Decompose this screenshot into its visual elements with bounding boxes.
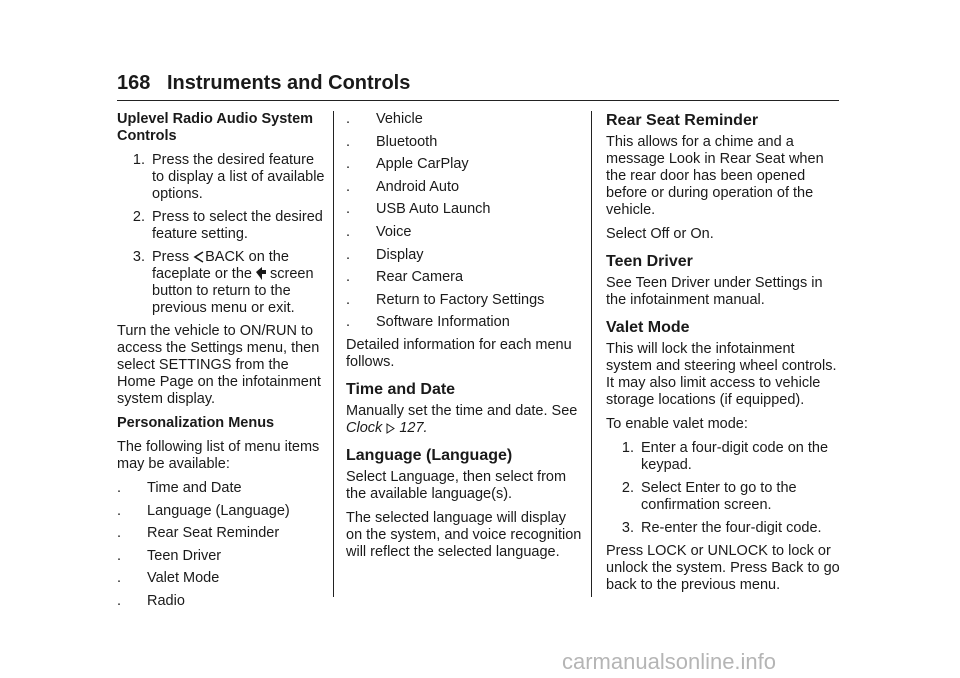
back-text: BACK on the [205,249,289,265]
faceplate-text: faceplate or the [152,266,252,282]
subheading: Personalization Menus [117,415,275,431]
bullet-point: . [117,525,122,542]
column-divider [591,111,592,597]
time-date-heading: Time and Date [346,380,456,398]
time-date-text [346,403,586,437]
list-item-label: Software Information [376,314,510,331]
list-item-label: Android Auto [376,178,460,195]
step-text: Select Enter to go to the confirmation screen. [641,480,797,513]
bullet-point: . [346,156,351,173]
column-divider [333,111,334,597]
step-text: Press the desired feature to display a list of available options. [152,152,325,202]
step-item [117,249,327,317]
step-item [117,152,327,203]
step-item [606,520,842,537]
list-item-label: Valet Mode [147,570,220,587]
column-2 [346,111,586,568]
rear-seat-text: This allows for a chime and a message Look in Rear Seat when the rear door has been opened before or during operation of the vehicle. [606,134,824,218]
bullet-point: . [117,570,122,587]
step-number: 2. [132,209,145,225]
list-item-label: USB Auto Launch [376,201,491,218]
step-item [117,209,327,243]
language-text-1: Select Language, then select from the available language(s). [346,468,567,502]
bullet-point: . [346,178,351,195]
list-item-label: Rear Camera [376,269,464,286]
column-1 [117,111,327,616]
screen-text: screen button to return to the previous menu or exit. [152,266,314,316]
list-item-label: Bluetooth [376,133,438,150]
list-item-label: Radio [147,592,185,609]
step-number: 1. [132,152,145,168]
time-date-desc: Manually set the time and date. See [346,402,578,419]
list-item-label: Time and Date [147,480,242,496]
list-item-label: Teen Driver [147,547,222,564]
bullet-point: . [117,547,122,564]
step-number: 3. [621,520,634,536]
list-item [117,480,327,497]
valet-text-3: Press LOCK or UNLOCK to lock or unlock the system. Press Back to go back to the previous menu. [606,543,840,593]
list-item [346,269,586,286]
teen-driver-heading: Teen Driver [606,253,693,270]
bullet-point: . [346,269,351,286]
list-item-label: Display [376,246,424,263]
clock-ref[interactable]: Clock 127. [346,419,428,436]
step-press-text: Press [152,249,190,265]
menu-items-list [117,480,327,610]
step-text: Enter a four-digit code on the keypad. [641,440,829,473]
step-item [606,480,842,514]
menu-items-list [346,111,586,331]
clock-ref-label: Clock [346,419,383,436]
section-heading: Uplevel Radio Audio System Controls [117,111,314,144]
rear-seat-heading: Rear Seat Reminder [606,112,759,129]
list-item [346,224,586,241]
bullet-point: . [117,502,122,519]
list-item [346,179,586,196]
bullet-point: . [346,133,351,150]
settings-paragraph: Turn the vehicle to ON/RUN to access the Settings menu, then select SETTINGS from the Home Page on the infotainment system display. [117,323,321,407]
list-item [117,525,327,542]
list-item-label: Vehicle [376,111,423,127]
step-item [606,440,842,474]
list-intro: The following list of menu items may be available: [117,439,320,472]
language-heading: Language (Language) [346,446,513,464]
bullet-point: . [346,111,351,127]
after-list-text: Detailed information for each menu follows. [346,336,572,370]
list-item-label: Voice [376,223,412,240]
bullet-point: . [117,592,122,609]
step-number: 2. [621,480,634,496]
valet-text-2: To enable valet mode: [606,416,748,432]
list-item-label: Return to Factory Settings [376,291,545,308]
page-header [117,72,839,101]
language-text-2: The selected language will display on the system, and voice recognition will reflect the selected language. [346,509,582,560]
list-item-label: Language (Language) [147,502,290,519]
step-text: Re-enter the four-digit code. [641,520,822,536]
list-item-label: Rear Seat Reminder [147,525,280,542]
step-number: 3. [132,249,145,265]
back-screen-icon [256,267,266,280]
list-item [346,201,586,218]
list-item [346,134,586,151]
bullet-point: . [346,291,351,308]
rear-seat-option: Select Off or On. [606,226,714,242]
section-title: Instruments and Controls [167,72,411,94]
bullet-point: . [117,480,122,496]
bullet-point: . [346,246,351,263]
list-item [117,548,327,565]
clock-ref-page: 127 [399,419,424,436]
watermark: carmanualsonline.info [562,649,777,674]
page-ref-icon [386,423,395,434]
list-item [346,292,586,309]
bullet-point: . [346,201,351,218]
list-item [346,247,586,264]
step-text: Press to select the desired feature setting. [152,209,323,242]
list-item [346,156,586,173]
page-number: 168 [117,72,151,94]
valet-text-1: This will lock the infotainment system and steering wheel controls. It may also limit access to vehicle storage locations (if equipped). [606,341,837,408]
list-item [117,570,327,587]
bullet-point: . [346,223,351,240]
back-arrow-icon [193,251,205,263]
step-number: 1. [621,440,634,456]
list-item [346,314,586,331]
list-item [117,593,327,610]
list-item [117,503,327,520]
column-3 [606,111,842,601]
list-item [346,111,586,128]
list-item-label: Apple CarPlay [376,156,469,173]
bullet-point: . [346,314,351,331]
valet-mode-heading: Valet Mode [606,319,690,336]
teen-driver-text: See Teen Driver under Settings in the infotainment manual. [606,275,823,308]
step-text [152,249,327,317]
